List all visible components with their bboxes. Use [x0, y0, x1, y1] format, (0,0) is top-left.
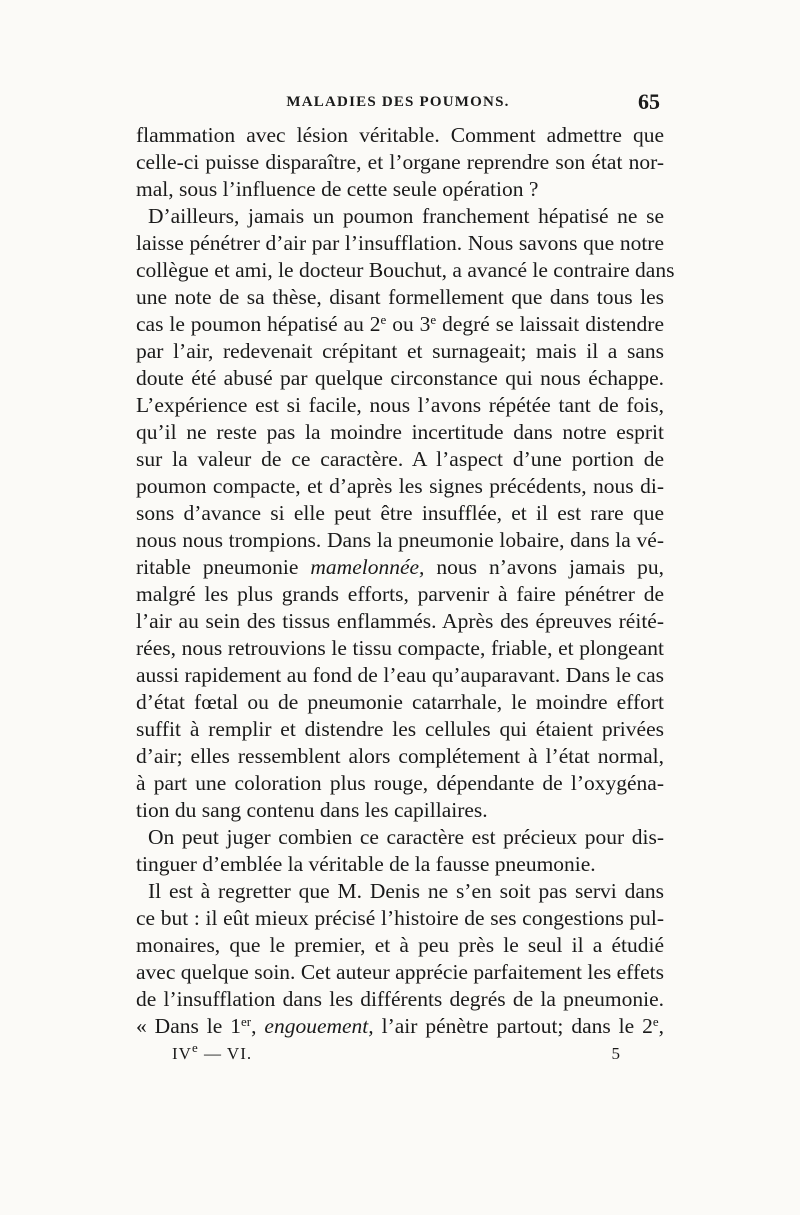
text-line: sons d’avance si elle peut être insufflée, et il est rare que [136, 501, 664, 525]
text-line: de l’insufflation dans les différents degrés de la pneumonie. [136, 987, 664, 1011]
signature-mark [172, 1040, 253, 1064]
text-run: ou 3 [386, 312, 431, 336]
text-line: poumon compacte, et d’après les signes précédents, nous di- [136, 474, 664, 498]
running-head-title: MALADIES DES POUMONS. [286, 94, 510, 110]
text-run: ritable pneumonie [136, 555, 311, 579]
text-line: malgré les plus grands efforts, parvenir à faire pénétrer de [136, 582, 664, 606]
body-text [136, 122, 675, 1040]
text-line: aussi rapidement au fond de l’eau qu’auparavant. Dans le cas [136, 663, 664, 687]
signature-text: IV [172, 1044, 192, 1063]
superscript: er [240, 1014, 252, 1029]
text-line: collègue et ami, le docteur Bouchut, a avancé le contraire dans [136, 258, 675, 282]
text-line: ce but : il eût mieux précisé l’histoire de ses congestions pul- [136, 906, 664, 930]
text-line: d’état fœtal ou de pneumonie catarrhale, le moindre effort [136, 690, 664, 714]
text-run: degré se laissait distendre [436, 312, 665, 336]
text-line [136, 1013, 664, 1040]
text-run: l’air pénètre partout; dans le 2 [373, 1014, 653, 1038]
text-line: tion du sang contenu dans les capillaires. [136, 798, 488, 822]
text-line: monaires, que le premier, et à peu près le seul il a étudié [136, 933, 664, 957]
text-line: suffit à remplir et distendre les cellules qui étaient privées [136, 717, 664, 741]
text-run: , [251, 1014, 265, 1038]
text-run: , [658, 1014, 665, 1038]
text-run: nous n’avons jamais pu, [424, 555, 664, 579]
sheet-number: 5 [611, 1044, 620, 1063]
text-line: une note de sa thèse, disant formellement que dans tous les [136, 285, 664, 309]
text-line: sur la valeur de ce caractère. A l’aspect d’une portion de [136, 447, 664, 471]
text-line: par l’air, redevenait crépitant et surnageait; mais il a sans [136, 339, 664, 363]
italic-term: mamelonnée, [310, 555, 425, 579]
text-run: « Dans le 1 [136, 1014, 241, 1038]
text-line: flammation avec lésion véritable. Comment admettre que [136, 123, 664, 147]
text-line: L’expérience est si facile, nous l’avons répétée tant de fois, [136, 393, 664, 417]
text-line: qu’il ne reste pas la moindre incertitude dans notre esprit [136, 420, 664, 444]
text-line: doute été abusé par quelque circonstance qui nous échappe. [136, 366, 664, 390]
text-run: cas le poumon hépatisé au 2 [136, 312, 381, 336]
text-line: avec quelque soin. Cet auteur apprécie parfaitement les effets [136, 960, 664, 984]
text-line: laisse pénétrer d’air par l’insufflation. Nous savons que notre [136, 231, 664, 255]
text-line: mal, sous l’influence de cette seule opération ? [136, 177, 539, 201]
text-line: tinguer d’emblée la véritable de la fausse pneumonie. [136, 852, 596, 876]
text-line: à part une coloration plus rouge, dépendante de l’oxygéna- [136, 771, 664, 795]
italic-term: engouement, [264, 1014, 374, 1038]
running-head [136, 89, 660, 120]
text-line [136, 554, 664, 581]
superscript: e [191, 1040, 199, 1055]
text-line: l’air au sein des tissus enflammés. Après des épreuves réité- [136, 609, 664, 633]
signature-text: — VI. [198, 1044, 253, 1063]
superscript: e [380, 312, 387, 327]
paragraph-start-line: Il est à regretter que M. Denis ne s’en soit pas servi dans [148, 879, 664, 903]
text-line [136, 311, 664, 338]
text-line: d’air; elles ressemblent alors complétement à l’état normal, [136, 744, 664, 768]
page-number: 65 [638, 89, 660, 114]
page-footer [172, 1040, 620, 1070]
text-line: celle-ci puisse disparaître, et l’organe reprendre son état nor- [136, 150, 664, 174]
paragraph-start-line: D’ailleurs, jamais un poumon franchement hépatisé ne se [148, 204, 664, 228]
text-line: nous nous trompions. Dans la pneumonie lobaire, dans la vé- [136, 528, 664, 552]
paragraph-start-line: On peut juger combien ce caractère est précieux pour dis- [148, 825, 664, 849]
superscript: e [652, 1014, 659, 1029]
text-line: rées, nous retrouvions le tissu compacte, friable, et plongeant [136, 636, 664, 660]
superscript: e [430, 312, 437, 327]
